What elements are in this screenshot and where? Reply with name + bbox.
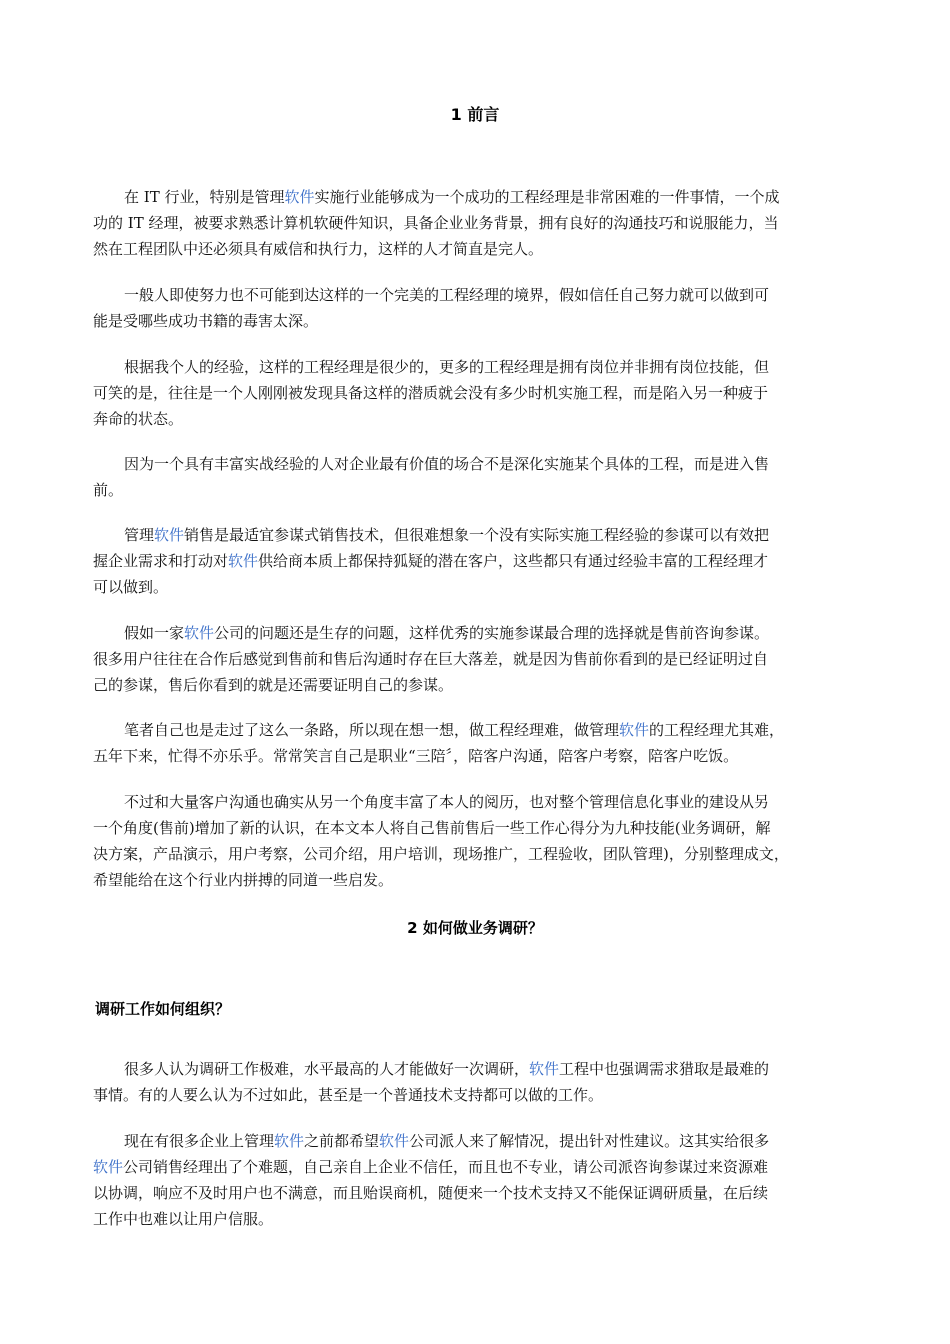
paragraph-line [93, 867, 863, 893]
paragraph-line [93, 646, 863, 672]
paragraph [93, 354, 863, 432]
section-heading-1: 1 前言 [450, 105, 500, 124]
text-run: 工作中也难以让用户信服。 [93, 1210, 274, 1228]
text-run: 握企业需求和打动对 [93, 552, 229, 570]
paragraph-line [93, 1180, 863, 1206]
text-run: 前。 [93, 481, 124, 499]
text-run: 根据我个人的经验，这样的工程经理是很少的，更多的工程经理是拥有岗位并非拥有岗位技能，但 [124, 358, 770, 376]
paragraph-line [93, 1128, 863, 1154]
paragraph-line [93, 354, 863, 380]
text-run: 工程中也强调需求猎取是最难的 [559, 1060, 770, 1078]
paragraph-line [93, 743, 863, 769]
paragraph-line [93, 672, 863, 698]
software-link[interactable]: 软件 [284, 188, 315, 206]
text-run: 之前都希望 [304, 1132, 380, 1150]
software-link[interactable]: 软件 [93, 1158, 124, 1176]
text-run: 很多人认为调研工作极难，水平最高的人才能做好一次调研， [124, 1060, 530, 1078]
software-link[interactable]: 软件 [228, 552, 259, 570]
text-run: 可以做到。 [93, 578, 169, 596]
text-run: 功的 IT 经理，被要求熟悉计算机软硬件知识，具备企业业务背景，拥有良好的沟通技巧和说服能力，当 [93, 214, 779, 232]
text-run: 笔者自己也是走过了这么一条路，所以现在想一想，做工程经理难，做管理 [124, 721, 620, 739]
text-run: 很多用户往往在合作后感觉到售前和售后沟通时存在巨大落差，就是因为售前你看到的是已经证明过自 [93, 650, 769, 668]
software-link[interactable]: 软件 [619, 721, 650, 739]
text-run: 一般人即使努力也不可能到达这样的一个完美的工程经理的境界，假如信任自己努力就可以做到可 [124, 286, 770, 304]
paragraph-line [93, 815, 863, 841]
paragraph [93, 717, 863, 769]
text-run: 供给商本质上都保持狐疑的潜在客户，这些都只有通过经验丰富的工程经理才 [258, 552, 769, 570]
paragraph-line [93, 548, 863, 574]
paragraph [93, 282, 863, 334]
paragraph-line [93, 1154, 863, 1180]
paragraph [93, 1056, 863, 1108]
software-link[interactable]: 软件 [184, 624, 215, 642]
text-run: 己的参谋，售后你看到的就是还需要证明自己的参谋。 [93, 676, 454, 694]
section-heading-2: 2 如何做业务调研？ [407, 919, 543, 937]
text-run: 在 IT 行业，特别是管理 [124, 188, 285, 206]
paragraph [93, 522, 863, 600]
software-link[interactable]: 软件 [154, 526, 185, 544]
paragraph-line [93, 477, 863, 503]
text-run: 的工程经理尤其难， [649, 721, 785, 739]
text-run: 一个角度(售前)增加了新的认识，在本文本人将自己售前售后一些工作心得分为九种技能(业务调研，解 [93, 819, 771, 837]
paragraph-line [93, 236, 863, 262]
text-run: 假如一家 [124, 624, 185, 642]
text-run: 奔命的状态。 [93, 410, 184, 428]
paragraph [93, 1128, 863, 1232]
text-run: 因为一个具有丰富实战经验的人对企业最有价值的场合不是深化实施某个具体的工程，而是进入售 [124, 455, 770, 473]
paragraph [93, 620, 863, 698]
paragraph-line [93, 308, 863, 334]
paragraph-line [93, 210, 863, 236]
paragraph-line [93, 1056, 863, 1082]
paragraph-line [93, 841, 863, 867]
text-run: 五年下来，忙得不亦乐乎。常常笑言自己是职业“三陪〞，陪客户沟通，陪客户考察，陪客户吃饭。 [93, 747, 739, 765]
text-run: 事情。有的人要么认为不过如此，甚至是一个普通技术支持都可以做的工作。 [93, 1086, 604, 1104]
text-run: 以协调，响应不及时用户也不满意，而且贻误商机，随便来一个技术支持又不能保证调研质量，在后续 [93, 1184, 769, 1202]
text-run: 现在有很多企业上管理 [124, 1132, 275, 1150]
paragraph [93, 184, 863, 262]
text-run: 公司的问题还是生存的问题，这样优秀的实施参谋最合理的选择就是售前咨询参谋。 [214, 624, 770, 642]
paragraph-line [93, 1082, 863, 1108]
text-run: 销售是最适宜参谋式销售技术，但很难想象一个没有实际实施工程经验的参谋可以有效把 [184, 526, 770, 544]
text-run: 决方案，产品演示，用户考察，公司介绍，用户培训，现场推广，工程验收，团队管理)，分别整理成文， [93, 845, 789, 863]
text-run: 公司派人来了解情况，提出针对性建议。这其实给很多 [409, 1132, 770, 1150]
text-run: 管理 [124, 526, 155, 544]
text-run: 能是受哪些成功书籍的毒害太深。 [93, 312, 319, 330]
paragraph-line [93, 451, 863, 477]
software-link[interactable]: 软件 [529, 1060, 560, 1078]
paragraph-line [93, 184, 863, 210]
paragraph-line [93, 620, 863, 646]
software-link[interactable]: 软件 [379, 1132, 410, 1150]
paragraph-line [93, 717, 863, 743]
paragraph [93, 451, 863, 503]
paragraph-line [93, 282, 863, 308]
text-run: 然在工程团队中还必须具有威信和执行力，这样的人才简直是完人。 [93, 240, 544, 258]
text-run: 公司销售经理出了个难题，自己亲自上企业不信任，而且也不专业，请公司派咨询参谋过来资源难 [123, 1158, 769, 1176]
paragraph [93, 789, 863, 893]
paragraph-line [93, 574, 863, 600]
paragraph-line [93, 380, 863, 406]
text-run: 希望能给在这个行业内拼搏的同道一些启发。 [93, 871, 394, 889]
paragraph-line [93, 1206, 863, 1232]
paragraph-line [93, 406, 863, 432]
text-run: 实施行业能够成为一个成功的工程经理是非常困难的一件事情，一个成 [314, 188, 780, 206]
paragraph-line [93, 522, 863, 548]
paragraph-line [93, 789, 863, 815]
text-run: 不过和大量客户沟通也确实从另一个角度丰富了本人的阅历，也对整个管理信息化事业的建设从另 [124, 793, 770, 811]
software-link[interactable]: 软件 [274, 1132, 305, 1150]
text-run: 可笑的是，往往是一个人刚刚被发现具备这样的潜质就会没有多少时机实施工程，而是陷入另一种疲于 [93, 384, 769, 402]
subsection-heading: 调研工作如何组织？ [95, 1000, 231, 1018]
